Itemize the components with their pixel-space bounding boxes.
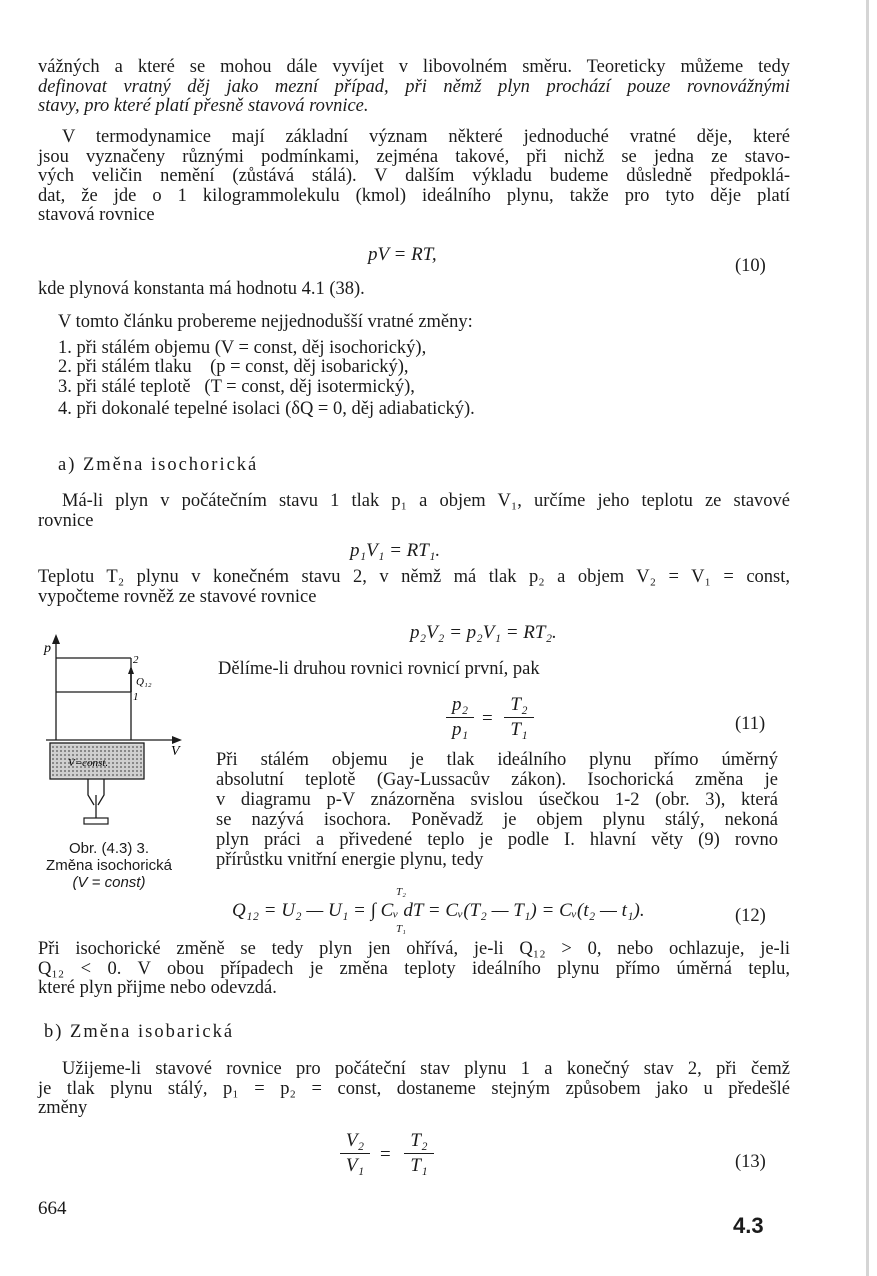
fraction-temperature	[504, 694, 534, 741]
point-label-2: 2	[133, 654, 139, 666]
axis-label-V: V	[171, 744, 180, 759]
list-item: 1. při stálém objemu (V = const, děj isochorický),	[58, 338, 427, 358]
text-line: přírůstku vnitřní energie plynu, tedy	[216, 850, 484, 870]
fraction-volume	[340, 1130, 370, 1177]
paragraph-thermodynamics	[38, 128, 790, 226]
equation-number-11: (11)	[735, 714, 766, 734]
equals-sign: =	[482, 708, 493, 729]
text-line: v diagramu p-V znázorněna svislou úsečkou 1-2 (obr. 3), která	[216, 790, 778, 810]
fraction-denominator: V₁	[345, 1155, 365, 1176]
fraction-denominator: p₁	[451, 719, 469, 740]
fraction-pressure	[446, 694, 474, 741]
text-line: Q₁₂ < 0. V obou případech je změna teploty ideálního plynu přímo úměrná teplu,	[38, 958, 790, 979]
axis-label-p: p	[44, 641, 51, 656]
paragraph-divide	[218, 660, 778, 680]
equation-heat: Q₁₂ = U₂ — U₁ = ∫ Cᵥ dT = Cᵥ(T₂ — T₁) = Cᵥ(t₂ — t₁).	[232, 900, 645, 921]
fraction-denominator: T₁	[510, 719, 528, 740]
text-line: plyn práci a přivedené teplo je podle I. hlavní věty (9) rovno	[216, 830, 778, 850]
text-line: V tomto článku probereme nejjednodušší vratné změny:	[58, 312, 473, 332]
paragraph-article	[58, 313, 788, 333]
text-line: Při stálém objemu je tlak ideálního plynu přímo úměrný	[216, 750, 778, 770]
text-line: je tlak plynu stálý, p₁ = p₂ = const, dostaneme stejným způsobem jako u předešlé	[38, 1078, 790, 1099]
paragraph-isobaric-intro	[38, 1060, 790, 1119]
list-item: 3. při stálé teplotě (T = const, děj isotermický),	[58, 377, 415, 397]
figure-isochoric-diagram	[28, 630, 208, 835]
paragraph-final-state	[38, 568, 790, 607]
text-line: Dělíme-li druhou rovnici rovnicí první, pak	[218, 659, 540, 679]
section-heading-isobaric: b) Změna isobarická	[44, 1022, 235, 1042]
text-line: dat, že jde o 1 kilogrammolekulu (kmol) ideálního plynu, takže pro tyto děje platí	[38, 185, 790, 206]
paragraph-gay-lussac	[216, 750, 778, 870]
equation-number-12: (12)	[735, 906, 766, 926]
text-line: jsou vyznačeny různými podmínkami, zejména takové, při nichž se jedna ze stavo-	[38, 146, 790, 167]
text-line: Užijeme-li stavové rovnice pro počáteční stav plynu 1 a konečný stav 2, při čemž	[62, 1059, 790, 1079]
integral-upper-limit: T₂	[396, 886, 406, 898]
caption-line: Obr. (4.3) 3.	[68, 840, 150, 857]
text-line: definovat vratný děj jako mezní případ, při němž plyn prochází pouze rovnovážnými	[38, 76, 790, 97]
vessel-label: V=const.	[68, 757, 109, 769]
equation-final-state: p₂V₂ = p₂V₁ = RT₂.	[410, 622, 557, 643]
equation-number-10: (10)	[735, 256, 766, 276]
caption-line: (V = const)	[72, 874, 146, 891]
text-line: stavová rovnice	[38, 205, 155, 225]
fraction-numerator: T₂	[504, 694, 534, 718]
section-number: 4.3	[733, 1213, 764, 1238]
text-line: se nazývá isochora. Poněvadž je objem plynu stálý, nekoná	[216, 810, 778, 830]
text-line: které plyn přijme nebo odevzdá.	[38, 978, 277, 998]
text-line: vypočteme rovněž ze stavové rovnice	[38, 586, 317, 607]
equals-sign: =	[380, 1144, 391, 1165]
page-edge-shadow	[866, 0, 869, 1276]
equation-number-13: (13)	[735, 1152, 766, 1172]
fraction-numerator: T₂	[404, 1130, 434, 1154]
text-line: kde plynová konstanta má hodnotu 4.1 (38).	[38, 279, 365, 299]
text-line: absolutní teplotě (Gay-Lussacův zákon). Isochorická změna je	[216, 770, 778, 790]
text-line: Teplotu T₂ plynu v konečném stavu 2, v němž má tlak p₂ a objem V₂ = V₁ = const,	[38, 567, 790, 587]
paragraph-heating	[38, 940, 790, 999]
text-line: rovnice	[38, 510, 94, 531]
fraction-numerator: p₂	[446, 694, 474, 718]
text-line: Má-li plyn v počátečním stavu 1 tlak p₁ a objem V₁, určíme jeho teplotu ze stavové	[62, 491, 790, 511]
point-label-1: 1	[133, 691, 139, 703]
fraction-temperature-isobaric	[404, 1130, 434, 1177]
paragraph-intro	[38, 58, 790, 117]
text-line: změny	[38, 1098, 88, 1118]
fraction-numerator: V₂	[340, 1130, 370, 1154]
text-line: vých veličin nemění (zůstává stálá). V dalším výkladu budeme důsledně předpoklá-	[38, 166, 790, 186]
paragraph-gas-constant	[38, 280, 790, 300]
list-item: 4. při dokonalé tepelné isolaci (δQ = 0, děj adiabatický).	[58, 399, 475, 419]
paragraph-isochoric-intro	[38, 492, 790, 531]
text-line: Při isochorické změně se tedy plyn jen ohřívá, je-li Q₁₂ > 0, nebo ochlazuje, je-li	[38, 939, 790, 959]
text-line: stavy, pro které platí přesně stavová rovnice.	[38, 96, 369, 116]
equation-initial-state: p₁V₁ = RT₁.	[350, 540, 441, 561]
integral-lower-limit: T₁	[396, 923, 406, 935]
heat-label: Q₁₂	[136, 676, 152, 688]
text-line: vážných a které se mohou dále vyvíjet v libovolném směru. Teoreticky můžeme tedy	[38, 57, 790, 77]
figure-caption	[14, 840, 204, 891]
equation-state: pV = RT,	[368, 244, 437, 265]
section-heading-isochoric: a) Změna isochorická	[58, 455, 259, 475]
page-number: 664	[38, 1198, 67, 1219]
caption-line: Změna isochorická	[46, 857, 172, 874]
fraction-denominator: T₁	[410, 1155, 428, 1176]
list-item: 2. při stálém tlaku (p = const, děj isobarický),	[58, 357, 409, 377]
text-line: V termodynamice mají základní význam některé jednoduché vratné děje, které	[62, 127, 790, 147]
